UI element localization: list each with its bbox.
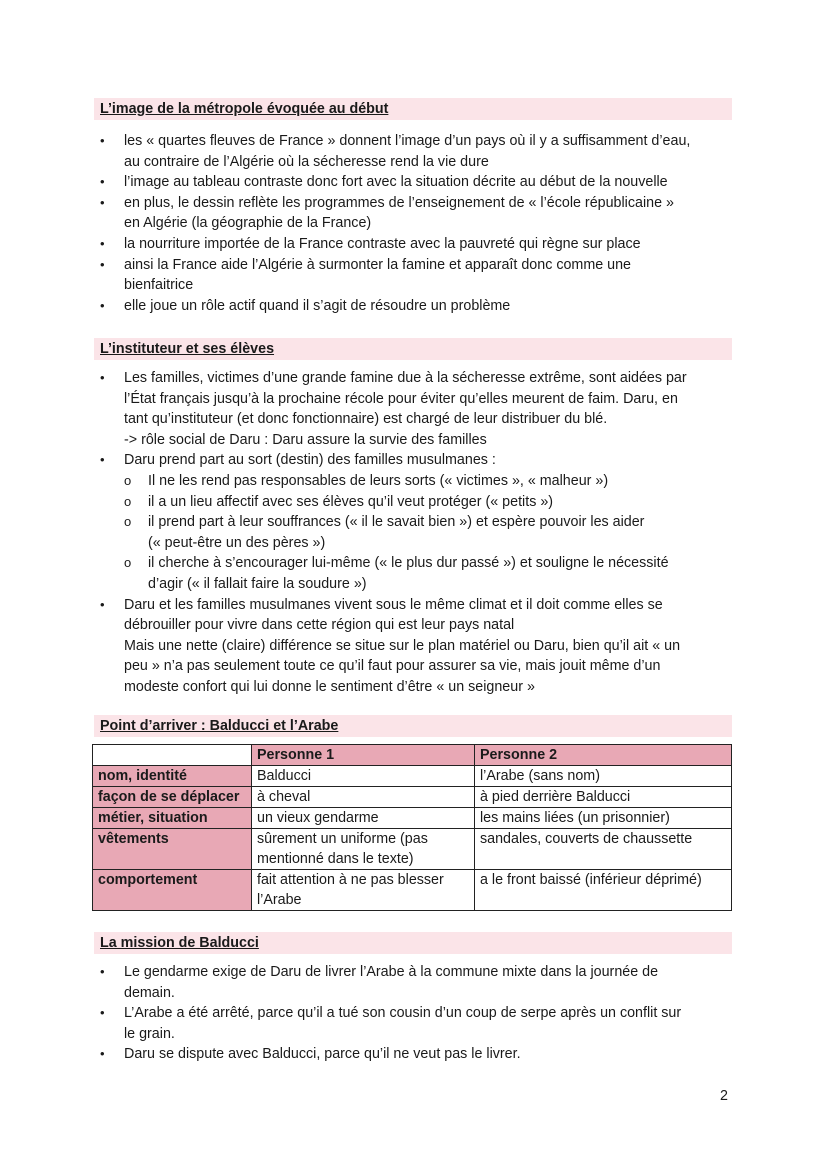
row-header: métier, situation: [93, 808, 252, 829]
bullet-icon: •: [100, 174, 105, 190]
table-header-cell: Personne 2: [475, 745, 732, 766]
table-header-cell: Personne 1: [252, 745, 475, 766]
circle-bullet-icon: o: [124, 472, 132, 488]
table-cell: sandales, couverts de chaussette: [475, 829, 732, 870]
table-cell: un vieux gendarme: [252, 808, 475, 829]
table-row: [93, 787, 732, 808]
bullet-icon: •: [100, 256, 105, 272]
sub-list-item: o il prend part à leur souffrances (« il le savait bien ») et espère pouvoir les aider (« peut-être un des pères »): [124, 514, 645, 551]
table-row: [93, 870, 732, 911]
table-row: [93, 808, 732, 829]
bullet-list-metropole: [100, 131, 734, 316]
table-cell: à pied derrière Balducci: [475, 787, 732, 808]
list-item: • les « quartes fleuves de France » donnent l’image d’un pays où il y a suffisamment d’eau, au contraire de l’Algérie où la sécheresse rend la vie dure: [100, 133, 691, 170]
bullet-icon: •: [100, 1046, 105, 1062]
table-cell: l’Arabe (sans nom): [475, 766, 732, 787]
section-heading-instituteur: L’instituteur et ses élèves: [94, 338, 732, 360]
row-header: vêtements: [93, 829, 252, 870]
list-item: • la nourriture importée de la France contraste avec la pauvreté qui règne sur place: [124, 234, 734, 255]
row-header: comportement: [93, 870, 252, 911]
list-item: • Le gendarme exige de Daru de livrer l’Arabe à la commune mixte dans la journée de demain.: [100, 964, 659, 1001]
bullet-icon: •: [100, 370, 105, 385]
list-item: • l’image au tableau contraste donc fort avec la situation décrite au début de la nouvelle: [124, 172, 734, 193]
list-item: • L’Arabe a été arrêté, parce qu’il a tué son cousin d’un coup de serpe après un conflit sur le grain.: [100, 1005, 682, 1042]
sub-list-item: o Il ne les rend pas responsables de leurs sorts (« victimes », « malheur »): [148, 471, 734, 492]
table-cell: a le front baissé (inférieur déprimé): [475, 870, 732, 911]
list-item: • Daru prend part au sort (destin) des familles musulmanes : o Il ne les rend pas responsables de leurs sorts (« victimes », « malheur ») o il a un lieu affectif avec ses élèves qu’il veut protéger (« petits ») o il prend part à leur souffrances (« il le savait bien ») et espère pouvoir les aider (« peut-être un des pères ») o il cherche à s’encourager lui-même (« le plus dur passé ») et souligne le nécessité d’agir (« il fallait faire la soudure »): [124, 450, 734, 594]
bullet-icon: •: [100, 596, 105, 612]
bullet-icon: •: [100, 133, 105, 148]
sub-list-item: o il cherche à s’encourager lui-même (« le plus dur passé ») et souligne le nécessité d’agir (« il fallait faire la soudure »): [124, 555, 669, 592]
list-item: • Daru se dispute avec Balducci, parce qu’il ne veut pas le livrer.: [124, 1044, 734, 1065]
section-heading-metropole: L’image de la métropole évoquée au début: [94, 98, 732, 120]
table-cell: Balducci: [252, 766, 475, 787]
table-cell: les mains liées (un prisonnier): [475, 808, 732, 829]
page-number: 2: [720, 1088, 728, 1104]
list-item: • Daru et les familles musulmanes vivent sous le même climat et il doit comme elles se débrouiller pour vivre dans cette région qui est leur pays natal Mais une nette (claire) différence se situe sur le plan matériel ou Daru, bien qu’il ait « un peu » n’a pas seulement toute ce qu’il faut pour assurer sa vie, mais jouit même d’un modeste confort qui lui donne le sentiment d’être « un seigneur »: [100, 596, 681, 695]
table-header-row: [93, 745, 732, 766]
table-cell: à cheval: [252, 787, 475, 808]
circle-bullet-icon: o: [124, 493, 132, 509]
bullet-icon: •: [100, 964, 105, 979]
bullet-list-mission: [100, 962, 734, 1065]
table-row: [93, 829, 732, 870]
bullet-icon: •: [100, 1005, 105, 1021]
list-item: • elle joue un rôle actif quand il s’agit de résoudre un problème: [124, 296, 734, 317]
sub-list-item: o il a un lieu affectif avec ses élèves qu’il veut protéger (« petits »): [148, 492, 734, 513]
section-heading-mission: La mission de Balducci: [94, 932, 732, 954]
list-item: • en plus, le dessin reflète les programmes de l’enseignement de « l’école républicaine » en Algérie (la géographie de la France): [100, 194, 674, 232]
row-header: façon de se déplacer: [93, 787, 252, 808]
table-cell: sûrement un uniforme (pas mentionné dans le texte): [252, 829, 475, 870]
circle-bullet-icon: o: [124, 555, 132, 571]
bullet-icon: •: [100, 297, 105, 313]
table-header-cell: [93, 745, 252, 766]
bullet-icon: •: [100, 235, 105, 251]
bullet-icon: •: [100, 194, 105, 210]
section-heading-balducci-arabe: Point d’arriver : Balducci et l’Arabe: [94, 715, 732, 737]
sub-list: [124, 471, 734, 595]
circle-bullet-icon: o: [124, 514, 132, 530]
bullet-icon: •: [100, 452, 105, 468]
table-row: [93, 766, 732, 787]
table-cell: fait attention à ne pas blesser l’Arabe: [252, 870, 475, 911]
comparison-table: [92, 744, 732, 911]
bullet-list-instituteur: [100, 368, 734, 698]
list-item: • Les familles, victimes d’une grande famine due à la sécheresse extrême, sont aidées par l’État français jusqu’à la prochaine récole pour éviter qu’elles meurent de faim. Daru, en tant qu’instituteur (et donc fonctionnaire) est chargé de leur distribuer du blé. -> rôle social de Daru : Daru assure la survie des familles: [100, 370, 687, 448]
list-item: • ainsi la France aide l’Algérie à surmonter la famine et apparaît donc comme une bienfaitrice: [100, 256, 632, 294]
row-header: nom, identité: [93, 766, 252, 787]
